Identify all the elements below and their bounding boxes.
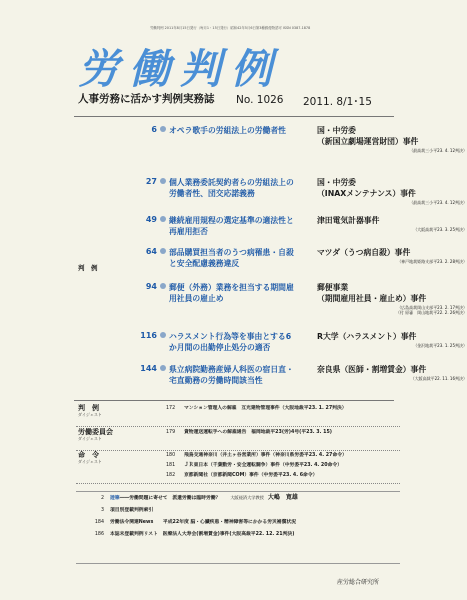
issue-number: No. 1026 (236, 94, 284, 106)
case-title-line: 労働者性、団交応諾義務 (169, 189, 255, 198)
digest-text: 飛鳥交通神奈川（井土ヶ谷営業所）事件（神奈川県労委平23. 4. 27命令） (184, 453, 347, 458)
case-page-number: 144 (140, 364, 157, 373)
case-title-line: 部品購買担当者のうつ病罹患・自殺 (169, 248, 294, 257)
digest-text: 貨物運送運転手への解雇通告 福岡地裁平23(労)4号(平23. 3. 15) (184, 430, 332, 435)
case-party-line: （新国立劇場運営財団）事件 (317, 137, 419, 146)
bullet-icon (160, 126, 166, 132)
digest-label (78, 428, 113, 441)
case-title (169, 364, 309, 386)
digest-label-main: 労働委員会 (78, 428, 113, 436)
case-title (169, 215, 309, 237)
case-party-line: マツダ（うつ病自殺）事件 (317, 248, 411, 257)
case-party-line: （INAXメンテナンス）事件 (317, 189, 416, 198)
case-court-line: （最高裁三小平23. 4. 12判決） (409, 148, 467, 153)
header-rule (74, 116, 394, 117)
digest-label-sub: ダイジェスト (78, 436, 102, 441)
case-page-number: 27 (145, 177, 157, 186)
digest-page-number: 182 (166, 473, 176, 478)
case-court (317, 227, 467, 232)
case-page-number: 116 (140, 331, 157, 340)
toc-text: 労働法令関連News 平成22年度 脳・心臓疾患・精神障害等にかかる労災補償状況 (110, 520, 296, 525)
toc-rule-top (76, 491, 400, 492)
case-title (169, 282, 309, 304)
case-party-line: 国・中労委 (317, 126, 356, 135)
legal-notice: 労働判例 2011年8月15日発行（毎月1・15日発行）昭和42年5月6日第3種郵便物認可 ISSN 0387-1878 (150, 26, 311, 30)
digest-text: マンション管理人の解雇 互光建物管理事件（大阪地裁平23. 1. 27判決） (184, 406, 347, 411)
case-item[interactable] (85, 177, 467, 207)
digest-row[interactable] (166, 473, 317, 479)
digest-page-number: 180 (166, 453, 176, 458)
case-title-line: 用社員の雇止め (169, 294, 224, 303)
case-item[interactable] (85, 215, 467, 245)
digest-text: ＪＲ東日本（千葉動労・安全運転闘争）事件（中労委平23. 4. 20命令） (184, 463, 342, 468)
digest-page-number: 179 (166, 430, 176, 435)
case-party (317, 331, 467, 342)
digest-divider (76, 450, 400, 451)
case-court-line: （大阪高裁平23. 3. 25判決） (413, 227, 467, 232)
publisher-name: 産労総合研究所 (337, 579, 380, 586)
case-page-number: 94 (145, 282, 157, 291)
case-title-line: 県立病院勤務産婦人科医の宿日直・ (169, 365, 294, 374)
case-party-line: 国・中労委 (317, 178, 356, 187)
issue-date: 2011. 8/1･15 (303, 96, 372, 108)
toc-row[interactable] (88, 532, 294, 538)
case-court-line: （金沢地裁平23. 1. 25判決） (413, 343, 467, 348)
digest-label-main: 命 令 (78, 451, 99, 459)
toc-text: 本誌未登載判例リスト 医療法人大寿会(割増賃金)事件(大阪高裁平22. 12. 21判決) (110, 532, 295, 537)
case-title (169, 177, 309, 199)
bullet-icon (160, 178, 166, 184)
case-item[interactable] (85, 247, 467, 277)
case-court (317, 343, 467, 348)
case-party (317, 247, 467, 258)
bullet-icon (160, 248, 166, 254)
bullet-icon (160, 365, 166, 371)
toc-row[interactable] (88, 508, 153, 514)
case-page-number: 49 (145, 215, 157, 224)
cases-rule (74, 400, 394, 401)
toc-page-number: 3 (100, 508, 104, 513)
case-party-line: （期間雇用社員・雇止め）事件 (317, 294, 427, 303)
case-party-line: 郵便事業 (317, 283, 349, 292)
digest-row[interactable] (166, 406, 347, 412)
digest-row[interactable] (166, 430, 332, 436)
case-party (317, 177, 467, 199)
toc-row[interactable] (88, 495, 298, 502)
toc-text: 項目別登載判例索引 (110, 508, 154, 513)
case-party-line: 奈良県（医師・割増賃金）事件 (317, 365, 427, 374)
case-item[interactable] (85, 331, 467, 361)
digest-label (78, 404, 102, 417)
case-title-line: と安全配慮義務違反 (169, 259, 240, 268)
digest-divider (76, 426, 400, 427)
case-title-line: ハラスメント行為等を事由とする6 (169, 332, 292, 341)
case-title-line: 郵便（外務）業務を担当する期間雇 (169, 283, 294, 292)
case-party-line: R大学（ハラスメント）事件 (317, 332, 417, 341)
toc-rule-bottom (76, 563, 400, 564)
digest-row[interactable] (166, 453, 347, 459)
digest-label (78, 451, 102, 464)
case-court (317, 305, 467, 315)
digest-label-sub: ダイジェスト (78, 412, 102, 417)
digest-row[interactable] (166, 463, 342, 469)
case-court-line: （付 原審 岡山地裁平22. 2. 26判決） (395, 310, 467, 315)
case-title-line: オペラ歌手の労組法上の労働者性 (169, 126, 286, 135)
case-court (317, 376, 467, 381)
digest-text: 京都新聞社（京都新聞COM）事件（中労委平23. 4. 6命令） (184, 473, 318, 478)
case-title-line: 宅直勤務の労働時間該当性 (169, 376, 263, 385)
case-party (317, 282, 467, 304)
case-court (317, 259, 467, 264)
bullet-icon (160, 216, 166, 222)
case-court (317, 200, 467, 205)
toc-row[interactable] (88, 520, 296, 526)
case-title-line: か月間の出勤停止処分の適否 (169, 343, 271, 352)
digest-divider (76, 483, 400, 484)
case-title (169, 247, 309, 269)
toc-author-affiliation: 大阪経済大学教授 (230, 495, 264, 500)
toc-label: 遊筆 (110, 496, 120, 501)
case-party (317, 125, 467, 147)
magazine-subtitle: 人事労務に活かす判例実務誌 (78, 93, 215, 105)
case-party (317, 215, 467, 226)
digest-label-main: 判 例 (78, 404, 99, 412)
case-court-line: （大阪高裁平22. 11. 16判決） (410, 376, 467, 381)
case-page-number: 64 (145, 247, 157, 256)
case-title-line: 個人業務委託契約者らの労組法上の (169, 178, 294, 187)
case-party (317, 364, 467, 375)
digest-label-sub: ダイジェスト (78, 459, 102, 464)
toc-page-number: 186 (94, 532, 104, 537)
case-court-line: （神戸地裁姫路支部平23. 2. 28判決） (397, 259, 467, 264)
case-court-line: （最高裁三小平23. 4. 12判決） (409, 200, 467, 205)
case-court-line: （広島高裁岡山支部平23. 2. 17判決） (397, 305, 467, 310)
case-title (169, 331, 309, 353)
toc-page-number: 2 (100, 496, 104, 501)
case-title-line: 再雇用拒否 (169, 227, 208, 236)
digest-page-number: 181 (166, 463, 176, 468)
case-party-line: 津田電気計器事件 (317, 216, 380, 225)
section-label: 判 例 (78, 264, 98, 272)
toc-author: 大嶋 寛雄 (267, 494, 298, 501)
toc-page-number: 184 (94, 520, 104, 525)
bullet-icon (160, 332, 166, 338)
case-page-number: 6 (151, 125, 157, 134)
case-title (169, 125, 309, 136)
case-title-line: 継続雇用規程の選定基準の適法性と (169, 216, 294, 225)
case-item[interactable] (85, 125, 467, 155)
case-item[interactable] (85, 282, 467, 315)
case-court (317, 148, 467, 153)
case-item[interactable] (85, 364, 467, 394)
digest-page-number: 172 (166, 406, 176, 411)
bullet-icon (160, 283, 166, 289)
magazine-title: 労働判例 (78, 45, 282, 93)
toc-text: ――労働問題に寄せて 派遣労働は臨時労働？ (119, 496, 221, 501)
